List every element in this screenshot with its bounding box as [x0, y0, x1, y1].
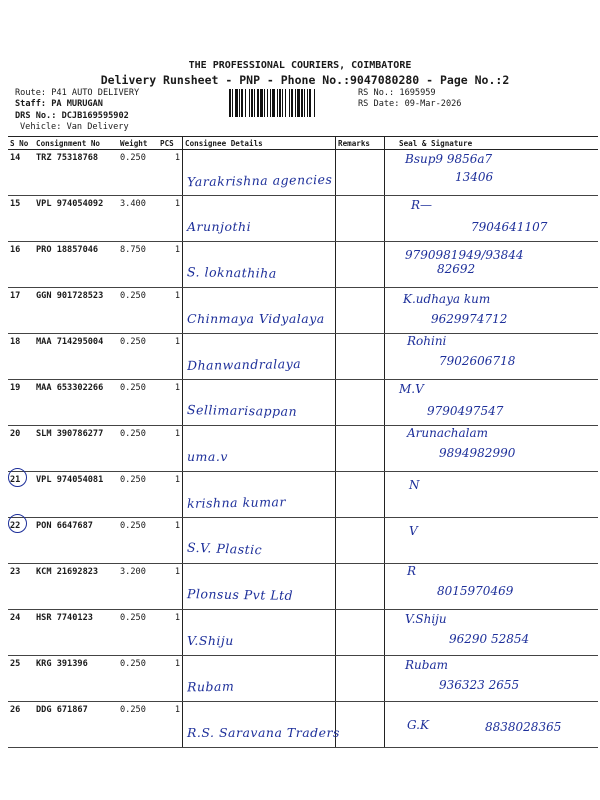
cell-sno	[8, 242, 34, 288]
cell-consignee-details	[183, 150, 336, 196]
cell-weight: 0.250	[118, 380, 158, 426]
cell-consignee-details	[183, 288, 336, 334]
cell-seal-signature	[385, 564, 599, 610]
consignee-handwriting: Plonsus Pvt Ltd	[186, 586, 294, 603]
cell-sno	[8, 702, 34, 748]
cell-sno	[8, 334, 34, 380]
cell-remarks	[336, 334, 385, 380]
cell-remarks	[336, 518, 385, 564]
sno-text: 14	[10, 153, 21, 163]
consignee-handwriting: V.Shiju	[187, 633, 234, 648]
signature-mark: Rubam	[405, 658, 448, 672]
cell-seal-signature	[385, 380, 599, 426]
cell-pcs: 1	[158, 150, 183, 196]
staff-label: Staff: PA MURUGAN	[15, 99, 103, 109]
barcode-bar	[307, 89, 308, 117]
cell-consignee-details	[183, 426, 336, 472]
consignee-handwriting: S.V. Plastic	[186, 539, 263, 558]
drs-label: DRS No.: DCJB169595902	[15, 111, 129, 121]
cell-weight: 0.250	[118, 702, 158, 748]
col-header-sno: S No	[8, 137, 34, 150]
cell-consignee-details	[183, 564, 336, 610]
table-header-row	[8, 137, 598, 150]
cell-consignment-no: HSR 7740123	[34, 610, 118, 656]
route-label: Route: P41 AUTO DELIVERY	[15, 88, 140, 98]
cell-consignment-no: GGN 901728523	[34, 288, 118, 334]
runsheet-subtitle: Delivery Runsheet - PNP - Phone No.:9047080280 - Page No.:2	[100, 73, 510, 87]
table-row	[8, 196, 598, 242]
barcode-bar	[297, 89, 300, 117]
barcode-bar	[251, 89, 253, 117]
cell-consignment-no: MAA 653302266	[34, 380, 118, 426]
cell-remarks	[336, 610, 385, 656]
table-row	[8, 334, 598, 380]
consignee-handwriting: Arunjothi	[187, 219, 252, 234]
signature-mark: 9790981949/93844	[405, 248, 524, 262]
consignee-handwriting: Dhanwandralaya	[186, 356, 302, 373]
signature-phone: 7904641107	[471, 220, 548, 234]
table-row	[8, 610, 598, 656]
signature-phone: 9790497547	[427, 404, 504, 418]
cell-remarks	[336, 472, 385, 518]
table-row	[8, 380, 598, 426]
cell-weight: 0.250	[118, 426, 158, 472]
cell-weight: 0.250	[118, 518, 158, 564]
cell-seal-signature	[385, 518, 599, 564]
cell-consignee-details	[183, 702, 340, 748]
cell-pcs: 1	[158, 288, 183, 334]
cell-remarks	[336, 242, 385, 288]
signature-mark: R—	[411, 198, 433, 212]
cell-pcs: 1	[158, 196, 183, 242]
signature-mark: V	[409, 524, 418, 538]
cell-remarks	[336, 426, 385, 472]
cell-consignee-details	[183, 380, 336, 426]
cell-consignee-details	[183, 196, 336, 242]
signature-mark: R	[407, 564, 417, 578]
signature-phone: 96290 52854	[449, 632, 530, 646]
barcode-bar	[282, 89, 283, 117]
cell-seal-signature	[385, 242, 599, 288]
col-header-remarks: Remarks	[336, 137, 385, 150]
cell-pcs: 1	[158, 472, 183, 518]
consignee-handwriting: R.S. Saravana Traders	[187, 725, 340, 740]
signature-phone: 9894982990	[439, 446, 516, 460]
barcode-bar	[304, 89, 305, 117]
barcode-bar	[314, 89, 315, 117]
signature-phone: 936323 2655	[439, 678, 520, 692]
consignee-handwriting: krishna kumar	[186, 494, 287, 511]
barcode-bar	[277, 89, 278, 117]
cell-pcs: 1	[158, 702, 183, 748]
barcode-bar	[254, 89, 255, 117]
barcode-bar	[249, 89, 250, 117]
rs-number: RS No.: 1695959	[358, 88, 436, 98]
signature-phone: 7902606718	[439, 354, 516, 368]
consignee-handwriting: Sellimarisappan	[186, 402, 298, 419]
table-row	[8, 426, 598, 472]
table-row	[8, 472, 598, 518]
col-header-consignment: Consignment No	[34, 137, 118, 150]
cell-consignee-details	[183, 242, 336, 288]
vehicle-label: Vehicle: Van Delivery	[20, 122, 129, 132]
barcode-bar	[295, 89, 296, 117]
cell-pcs: 1	[158, 380, 183, 426]
cell-weight: 0.250	[118, 656, 158, 702]
cell-seal-signature	[385, 472, 599, 518]
cell-sno	[8, 656, 34, 702]
barcode-bar	[289, 89, 290, 117]
barcode-bar	[229, 89, 231, 117]
cell-weight: 0.250	[118, 288, 158, 334]
cell-weight: 3.400	[118, 196, 158, 242]
cell-sno	[8, 380, 34, 426]
cell-sno	[8, 150, 34, 196]
cell-consignment-no: VPL 974054081	[34, 472, 118, 518]
barcode	[229, 89, 355, 117]
cell-consignment-no: KRG 391396	[34, 656, 118, 702]
signature-mark: Arunachalam	[407, 426, 488, 440]
col-header-weight: Weight	[118, 137, 158, 150]
signature-mark: Rohini	[407, 334, 447, 348]
table-row	[8, 288, 598, 334]
signature-phone: 8015970469	[437, 584, 514, 598]
runsheet-title: THE PROFESSIONAL COURIERS, COIMBATORE	[188, 60, 412, 71]
sno-text: 22	[10, 521, 21, 531]
sno-text: 20	[10, 429, 21, 439]
consignee-handwriting: Chinmaya Vidyalaya	[187, 311, 325, 326]
table-row	[8, 656, 598, 702]
cell-consignment-no: KCM 21692823	[34, 564, 118, 610]
barcode-bar	[260, 89, 263, 117]
sno-text: 18	[10, 337, 21, 347]
cell-weight: 0.250	[118, 334, 158, 380]
barcode-bar	[309, 89, 311, 117]
runsheet-table	[8, 136, 598, 748]
cell-seal-signature	[385, 150, 599, 196]
barcode-bar	[245, 89, 246, 117]
col-header-pcs: PCS	[158, 137, 183, 150]
cell-remarks	[336, 150, 385, 196]
signature-mark: K.udhaya kum	[403, 292, 491, 306]
signature-phone: 8838028365	[485, 720, 562, 734]
cell-pcs: 1	[158, 656, 183, 702]
barcode-bar	[235, 89, 238, 117]
cell-sno	[8, 426, 34, 472]
cell-seal-signature	[385, 196, 599, 242]
cell-pcs: 1	[158, 242, 183, 288]
cell-pcs: 1	[158, 518, 183, 564]
cell-sno	[8, 610, 34, 656]
cell-remarks	[336, 288, 385, 334]
sno-text: 26	[10, 705, 21, 715]
cell-seal-signature	[385, 656, 599, 702]
cell-weight: 0.250	[118, 150, 158, 196]
barcode-bar	[257, 89, 259, 117]
consignee-handwriting: Yarakrishna agencies	[186, 171, 333, 190]
sno-text: 23	[10, 567, 21, 577]
barcode-bar	[272, 89, 275, 117]
table-row	[8, 702, 598, 748]
cell-sno	[8, 564, 34, 610]
cell-seal-signature	[385, 702, 599, 748]
sno-text: 17	[10, 291, 21, 301]
cell-pcs: 1	[158, 334, 183, 380]
cell-consignment-no: PON 6647687	[34, 518, 118, 564]
cell-consignment-no: DDG 671867	[34, 702, 118, 748]
cell-seal-signature	[385, 426, 599, 472]
cell-seal-signature	[385, 334, 599, 380]
cell-remarks	[336, 656, 385, 702]
barcode-bar	[232, 89, 233, 117]
cell-remarks	[336, 702, 385, 748]
barcode-bar	[264, 89, 265, 117]
signature-phone: 13406	[455, 170, 494, 184]
signature-phone: 9629974712	[431, 312, 508, 326]
sno-text: 24	[10, 613, 21, 623]
cell-weight: 0.250	[118, 610, 158, 656]
barcode-bar	[239, 89, 240, 117]
table-row	[8, 564, 598, 610]
col-header-seal-signature: Seal & Signature	[385, 137, 599, 150]
cell-weight: 3.200	[118, 564, 158, 610]
barcode-bar	[241, 89, 243, 117]
barcode-bar	[270, 89, 271, 117]
cell-sno	[8, 472, 34, 518]
signature-mark: M.V	[399, 382, 424, 396]
cell-pcs: 1	[158, 564, 183, 610]
signature-mark: N	[409, 478, 420, 492]
cell-pcs: 1	[158, 610, 183, 656]
signature-mark: V.Shiju	[405, 612, 447, 626]
col-header-consignee: Consignee Details	[183, 137, 336, 150]
cell-consignment-no: MAA 714295004	[34, 334, 118, 380]
cell-remarks	[336, 380, 385, 426]
consignee-handwriting: S. loknathiha	[186, 264, 277, 281]
barcode-bar	[267, 89, 268, 117]
cell-consignment-no: VPL 974054092	[34, 196, 118, 242]
signature-phone: 82692	[437, 262, 476, 276]
cell-pcs: 1	[158, 426, 183, 472]
sno-text: 16	[10, 245, 21, 255]
sno-text: 25	[10, 659, 21, 669]
cell-weight: 0.250	[118, 472, 158, 518]
cell-sno	[8, 196, 34, 242]
cell-consignee-details	[183, 472, 336, 518]
cell-consignment-no: TRZ 75318768	[34, 150, 118, 196]
barcode-bar	[279, 89, 281, 117]
signature-mark: G.K	[407, 718, 429, 732]
cell-remarks	[336, 564, 385, 610]
cell-consignee-details	[183, 334, 336, 380]
barcode-bar	[291, 89, 293, 117]
cell-weight: 8.750	[118, 242, 158, 288]
table-row	[8, 518, 598, 564]
cell-sno	[8, 288, 34, 334]
cell-sno	[8, 518, 34, 564]
cell-consignment-no: PRO 18857046	[34, 242, 118, 288]
sno-text: 15	[10, 199, 21, 209]
cell-seal-signature	[385, 288, 599, 334]
table-row	[8, 242, 598, 288]
barcode-bar	[285, 89, 286, 117]
cell-consignee-details	[183, 656, 336, 702]
consignee-handwriting: Rubam	[186, 678, 235, 695]
cell-consignee-details	[183, 610, 336, 656]
sno-text: 21	[10, 475, 21, 485]
consignee-handwriting: uma.v	[187, 449, 228, 464]
rs-date: RS Date: 09-Mar-2026	[358, 99, 462, 109]
cell-consignee-details	[183, 518, 336, 564]
cell-remarks	[336, 196, 385, 242]
table-row	[8, 150, 598, 196]
cell-seal-signature	[385, 610, 599, 656]
cell-consignment-no: SLM 390786277	[34, 426, 118, 472]
signature-mark: Bsup9 9856a7	[405, 152, 493, 166]
barcode-bar	[301, 89, 303, 117]
sno-text: 19	[10, 383, 21, 393]
